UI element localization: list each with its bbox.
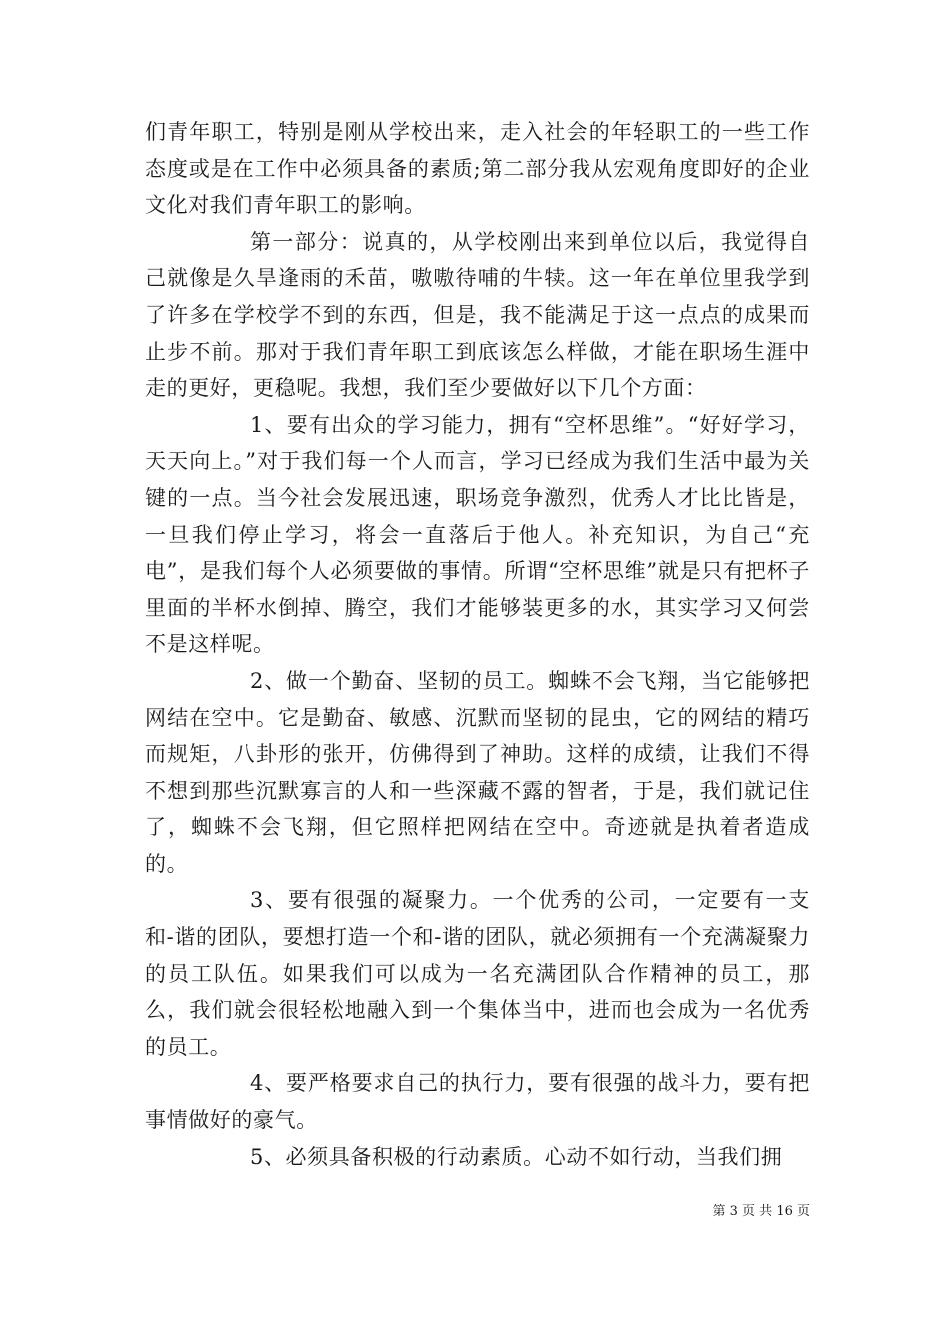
paragraph-point-3: 3、要有很强的凝聚力。一个优秀的公司，一定要有一支和-谐的团队，要想打造一个和-谐的团队，就必须拥有一个充满凝聚力的员工队伍。如果我们可以成为一名充满团队合作精神的员工，那么，我们就会很轻松地融入到一个集体当中，进而也会成为一名优秀的员工。: [145, 888, 810, 1059]
page-number-footer: 第 3 页 共 16 页: [712, 1204, 810, 1219]
paragraph-point-5: 5、必须具备积极的行动素质。心动不如行动，当我们拥: [250, 1144, 783, 1169]
paragraph-point-2: 2、做一个勤奋、坚韧的员工。蜘蛛不会飞翔，当它能够把网结在空中。它是勤奋、敏感、沉默而坚韧的昆虫，它的网结的精巧而规矩，八卦形的张开，仿佛得到了神助。这样的成绩，让我们不得不想到那些沉默寡言的人和一些深藏不露的智者，于是，我们就记住了，蜘蛛不会飞翔，但它照样把网结在空中。奇迹就是执着者造成的。: [145, 668, 810, 876]
paragraph-continuation: 们青年职工，特别是刚从学校出来，走入社会的年轻职工的一些工作态度或是在工作中必须具备的素质;第二部分我从宏观角度即好的企业文化对我们青年职工的影响。: [145, 120, 810, 218]
paragraph-point-4: 4、要严格要求自己的执行力，要有很强的战斗力，要有把事情做好的豪气。: [145, 1071, 810, 1133]
document-body: [145, 114, 810, 1175]
paragraph-part-one: 第一部分：说真的，从学校刚出来到单位以后，我觉得自己就像是久旱逢雨的禾苗，嗷嗷待哺的牛犊。这一年在单位里我学到了许多在学校学不到的东西，但是，我不能满足于这一点点的成果而止步不前。那对于我们青年职工到底该怎么样做，才能在职场生涯中走的更好，更稳呢。我想，我们至少要做好以下几个方面：: [145, 229, 810, 401]
paragraph-point-1: 1、要有出众的学习能力，拥有“空杯思维”。“好好学习，天天向上。”对于我们每一个人而言，学习已经成为我们生活中最为关键的一点。当今社会发展迅速，职场竞争激烈，优秀人才比比皆是，一旦我们停止学习，将会一直落后于他人。补充知识，为自己“充电”，是我们每个人必须要做的事情。所谓“空杯思维”就是只有把杯子里面的半杯水倒掉、腾空，我们才能够装更多的水，其实学习又何尝不是这样呢。: [145, 412, 810, 657]
